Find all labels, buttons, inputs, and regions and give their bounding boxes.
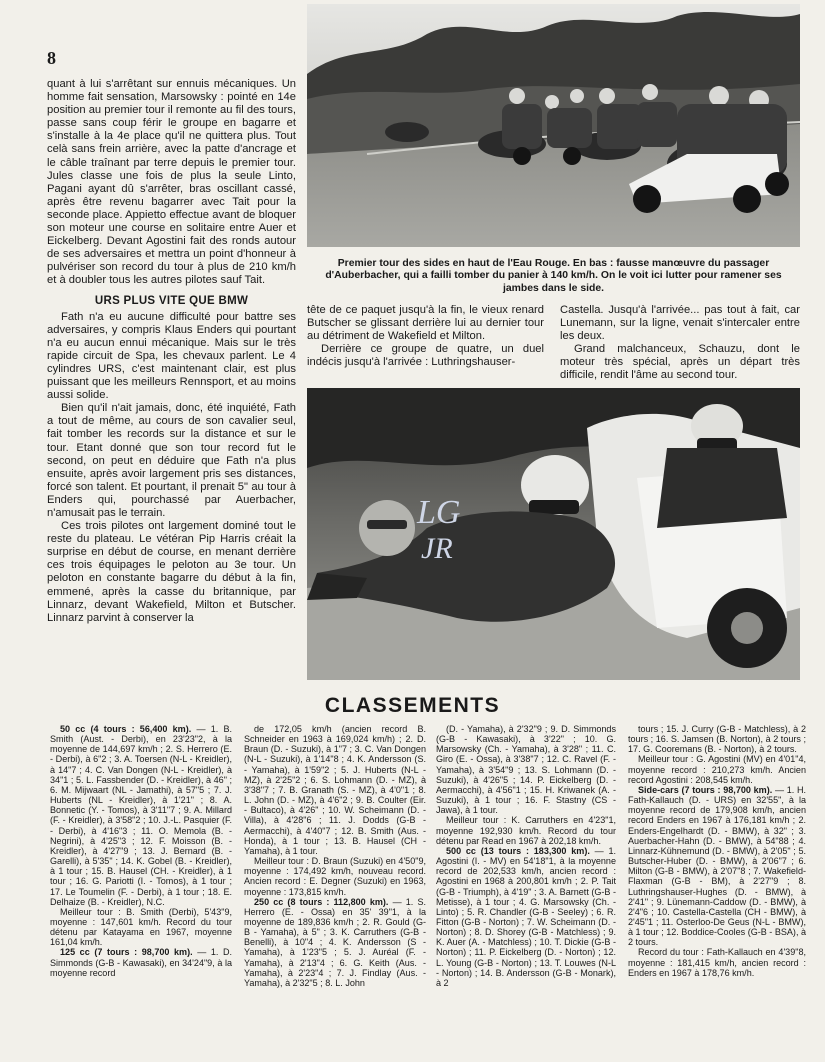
article-paragraph: Ces trois pilotes ont largement dominé tout le reste du plateau. Le vétéran Pip Harris créait la surprise en début de course, en menant derrière ces trois équipages le peloton au 3e tour. Un peloton en constante bagarre du début à la fin, emmené, après la casse du britannique, par Linnarz, devant Wakefield, Milton et Butscher. Linnarz parvint à conserver la xyxy=(47,520,296,624)
article-column-1 xyxy=(47,78,296,625)
article-paragraph: quant à lui s'arrêtant sur ennuis mécaniques. Un homme fait sensation, Marsowsky : pointé en 14e position au premier tour il remonte au fil des tours, passe sans coup férir le groupe en bagarre et s'installe à la 4e place qu'il ne quittera plus. Tout celà sans frein arrière, avec la patte d'ancrage et le câble traînant par terre depuis le premier tour. Jules classe une fois de plus la seule Linto, Pagani ayant dû s'arrêter, bras oscillant cassé, après être revenu bagarrer avec Tait pour la seconde place. Appietto effectue avant de bloquer son moteur une course en solitaire entre Auer et Eickelberg. Devant Agostini fait des ronds autour de ses adversaires et mettra un point d'honneur à pulvériser son record du tour à plus de 210 km/h et à doubler tous les autres pilotes sauf Tait. xyxy=(47,78,296,287)
results-column-3 xyxy=(436,724,616,988)
article-column-3 xyxy=(560,304,800,383)
result-entry: (D. - Yamaha), à 2'32"9 ; 9. D. Simmonds (G-B - Kawasaki), à 3'22" ; 10. G. Marsowsky (Ch. - Yamaha), à 3'28" ; 11. C. Giro (E. - Ossa), à 3'38"7 ; 12. C. Ravel (F. - Yamaha), à 3'54"9 ; 13. S. Lohmann (D. - Suzuki), à 4'26"5 ; 14. P. Eickelberg (D. - Aermacchi), à 4'56"1 ; 15. H. Kriwanek (A. - Suzuki), à 1 tour ; 16. F. Stastny (CS - Jawa), à 1 tour. xyxy=(436,724,616,816)
result-entry: Meilleur tour : B. Smith (Derbi), 5'43"9, moyenne : 147,601 km/h. Record du tour détenu par Katayama en 1967, moyenne 161,04 km/h. xyxy=(50,906,232,948)
photo-sidecars-race xyxy=(307,4,800,247)
page-number: 8 xyxy=(47,48,56,68)
article-paragraph: tête de ce paquet jusqu'à la fin, le vieux renard Butscher se glissant derrière lui au dernier tour au détriment de Wakefield et Milton. xyxy=(307,304,544,343)
result-entry: 50 cc (4 tours : 56,400 km). — 1. B. Smith (Aust. - Derbi), en 23'23"2, à la moyenne de 144,697 km/h ; 2. S. Herrero (E. - Derbi), à 6"2 ; 3. A. Toersen (N-L - Kreidler), à 14"7 ; 4. C. Van Dongen (N-L - Kreidler), à 34"1 ; 5. L. Fassbender (D. - Kreidler), à 46" ; 6. M. Mijwaart (NL - Jamathi), à 57"5 ; 7. J. Huberts (NL - Kreidler), à 1'21" ; 8. A. Bonnetic (Y. - Tomos), à 3'11"7 ; 9. A. Millard (F. - Kreidler), à 3'58"2 ; 10. J.-L. Pasquier (F. - Derbi), à 4'16"3 ; 11. O. Memola (B. - Negrini), à 4'25"3 ; 12. F. Moisson (B. - Kreidler), à 4'27"9 ; 13. J. Bernard (B. - Garelli), à 5'35" ; 14. K. Gobel (B. - Kreidler), à 1 tour ; 15. B. Hausel (CH. - Kreidler), à 1 tour ; 16. G. Pariotti (I. - Tomos), à 1 tour ; 17. Le Toumelin (F. - Derbi), à 1 tour ; 18. E. Delhaize (B. - Kreidler), N.C. xyxy=(50,724,232,907)
results-column-2 xyxy=(244,724,426,988)
article-paragraph: Derrière ce groupe de quatre, un duel indécis jusqu'à l'arrivée : Luthringshauser- xyxy=(307,343,544,369)
result-entry: 125 cc (7 tours : 98,700 km). — 1. D. Simmonds (G-B - Kawasaki), en 34'24"9, à la moyenne record xyxy=(50,947,232,978)
results-column-1 xyxy=(50,724,232,978)
photo-caption: Premier tour des sides en haut de l'Eau Rouge. En bas : fausse manœuvre du passager d'Auberbacher, qui a failli tomber du panier à 140 km/h. On le voit ici lutter pour ramener ses jambes dans le side. xyxy=(325,258,782,294)
result-entry: 250 cc (8 tours : 112,800 km). — 1. S. Herrero (E. - Ossa) en 35' 39"1, à la moyenne de 189,836 km/h ; 2. R. Gould (G-B - Yamaha), à 5" ; 3. K. Carruthers (G-B - Benelli), à 10"4 ; 4. K. Andersson (S - Yamaha), à 1'23"5 ; 5. J. Auréal (F. - Yamaha), à 2'13"4 ; 6. G. Keith (Aus. - Yamaha), à 2'23"4 ; 7. J. Findlay (Aus. - Yamaha), à 2'32"5 ; 8. L. John xyxy=(244,896,426,988)
result-entry: Meilleur tour : G. Agostini (MV) en 4'01"4, moyenne record : 210,273 km/h. Ancien record Agostini : 208,545 km/h. xyxy=(628,754,806,785)
result-entry: Meilleur tour : D. Braun (Suzuki) en 4'50"9, moyenne : 174,492 km/h, nouveau record. Ancien record : E. Degner (Suzuki) en 1963, moyenne : 173,815 km/h. xyxy=(244,856,426,897)
result-entry: 500 cc (13 tours : 183,300 km). — 1. Agostini (I. - MV) en 54'18"1, à la moyenne record de 202,533 km/h, ancien record : Agostini en 1968 à 200,801 km/h ; 2. P. Tait (G-B - Triumph), à 4'19" ; 3. A. Barnett (G-B - Metisse), à 1 tour ; 4. G. Marsowsky (Ch. - Linto) ; 5. R. Chandler (G-B - Seeley) ; 6. R. Fitton (G-B - Norton) ; 7. W. Scheimann (D. - Norton) ; 8. D. Shorey (G-B - Matchless) ; 9. K. Auer (A. - Matchless) ; 10. T. Dickie (G-B - Norton) ; 11. P. Eickelberg (D. - Norton) ; 12. L. Young (G-B - Norton) ; 13. T. Louwes (N-L - Norton) ; 14. B. Andersson (G-B - Monark), à 2 xyxy=(436,845,616,988)
sidecars-race-image xyxy=(307,4,800,247)
result-entry: tours ; 15. J. Curry (G-B - Matchless), à 2 tours ; 16. S. Jamsen (B. Norton), à 2 tours ; 17. G. Cooremans (B. - Norton), à 2 tours. xyxy=(628,724,806,755)
article-paragraph: Bien qu'il n'ait jamais, donc, été inquiété, Fath a tout de même, au cours de son cavalier seul, fait tomber les records sur la distance et sur le tour. Etant donné que son tour record fut le second, on peut en déduire que Fath n'a plus ensuite, après avoir largement pris ses distances, forcé son talent. Et pourtant, il prenait 5" au tour à Enders qui, pourchassé par Auerbacher, n'amusait pas le terrain. xyxy=(47,402,296,519)
article-paragraph: Castella. Jusqu'à l'arrivée... pas tout à fait, car Lunemann, sur la ligne, venait s'intercaler entre les deux. xyxy=(560,304,800,343)
watermark-logo: LG xyxy=(417,494,461,531)
article-paragraph: Grand malchanceux, Schauzu, dont le moteur très spécial, après un départ très difficile, rendit l'âme au second tour. xyxy=(560,343,800,382)
article-column-2 xyxy=(307,304,544,369)
section-heading: URS PLUS VITE QUE BMW xyxy=(94,294,249,307)
svg-text:JR: JR xyxy=(421,532,453,565)
classements-title: CLASSEMENTS xyxy=(324,694,501,717)
passenger-sidecar-image xyxy=(307,388,800,680)
result-entry: de 172,05 km/h (ancien record B. Schneider en 1963 à 169,024 km/h) ; 2. D. Braun (D. - Suzuki), à 1"7 ; 3. C. Van Dongen (N-L - Suzuki), à 1'14"8 ; 4. K. Andersson (S. - Yamaha), à 1'59"2 ; 5. J. Huberts (N-L - MZ), à 2'25"2 ; 6. S. Lohmann (D. - MZ), à 3'38"7 ; 7. B. Granath (S. - MZ), à 4'0"1 ; 8. L. John (D. - MZ), à 4'6"2 ; 9. B. Coulter (Eir. - Bultaco), à 4'26" ; 10. W. Scheimann (D. - Villa), à 4'28"6 ; 11. J. Dodds (G-B - Aermacchi), à 4'40"7 ; 12. B. Smith (Aus. - Honda), à 1 tour ; 13. B. Hausel (CH - Yamaha), à 1 tour. xyxy=(244,724,426,856)
photo-passenger-sidecar xyxy=(307,388,800,680)
result-entry: Meilleur tour : K. Carruthers en 4'23"1, moyenne 192,930 km/h. Record du tour détenu par Read en 1967 à 202,18 km/h. xyxy=(436,815,616,846)
result-entry: Side-cars (7 tours : 98,700 km). — 1. H. Fath-Kallauch (D. - URS) en 32'55", à la moyenne record de 179,908 km/h, ancien record Enders en 1967 à 176,181 km/h ; 2. Enders-Engelhardt (D. - BMW), à 32" ; 3. Auerbacher-Hahn (D. - BMW), à 54"88 ; 4. Linnarz-Kühnemund (D. - BMW), à 2'05" ; 5. Butscher-Huber (D. - BMW), à 2'06"7 ; 6. Milton (G-B - BMW), à 2'07"8 ; 7. Wakefield-Flaxman (G-B - BM), à 2'27"9 ; 8. Luthringshauser-Hughes (D. - BMW), à 2'41" ; 9. Lünemann-Caddow (D. - BMW), à 2'4"6 ; 10. Castella-Castella (CH - BMW), à 2'45"1 ; 11. Osterloo-De Geus (N-L - BMW), à 1 tour ; 12. Boddice-Cooles (G-B - BSA), à 2 tours. xyxy=(628,784,807,948)
article-paragraph: Fath n'a eu aucune difficulté pour battre ses adversaires, y compris Klaus Enders qui pourtant n'a eu aucun ennui mécanique. Mais sur le très rapide circuit de Spa, les chevaux parlent. Le 4 cylindres URS, c'est maintenant clair, est plus puissant que les meilleurs Rennsport, et au moins aussi solide. xyxy=(47,310,296,402)
results-column-4 xyxy=(628,724,806,978)
result-entry: Record du tour : Fath-Kallauch en 4'39"8, moyenne : 181,415 km/h, ancien record : Enders en 1967 à 178,76 km/h. xyxy=(628,947,806,978)
